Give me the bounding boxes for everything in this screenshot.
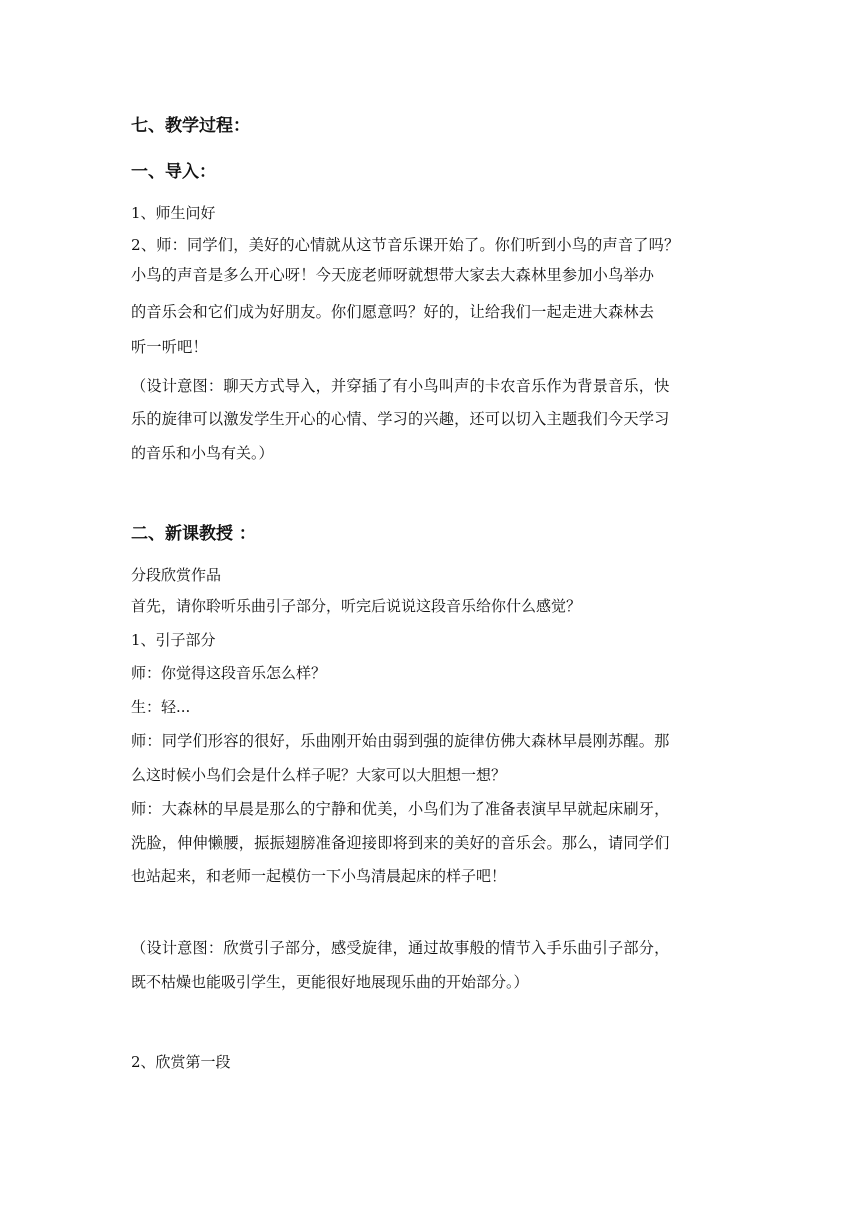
paragraph-line: 首先，请你聆听乐曲引子部分，听完后说说这段音乐给你什么感觉？ (131, 597, 582, 615)
paragraph-line: 2、师：同学们，美好的心情就从这节音乐课开始了。你们听到小鸟的声音了吗？ (131, 236, 680, 254)
paragraph-line: 小鸟的声音是多么开心呀！今天庞老师呀就想带大家去大森林里参加小鸟举办 (131, 266, 655, 284)
paragraph-line: 生：轻... (131, 698, 191, 716)
paragraph-line: 1、引子部分 (131, 631, 216, 649)
paragraph-line: 师：同学们形容的很好，乐曲刚开始由弱到强的旋律仿佛大森林早晨刚苏醒。那 (131, 732, 670, 750)
design-intent-line: （设计意图：欣赏引子部分，感受旋律，通过故事般的情节入手乐曲引子部分， (131, 939, 670, 957)
paragraph-line: 1、师生问好 (131, 204, 216, 222)
paragraph-line: 也站起来，和老师一起模仿一下小鸟清晨起床的样子吧！ (131, 867, 507, 885)
paragraph-line: 洗脸，伸伸懒腰，振振翅膀准备迎接即将到来的美好的音乐会。那么，请同学们 (131, 834, 670, 852)
design-intent-line: 既不枯燥也能吸引学生，更能很好地展现乐曲的开始部分。） (131, 973, 529, 991)
paragraph-line: 师：大森林的早晨是那么的宁静和优美，小鸟们为了准备表演早早就起床刷牙， (131, 800, 670, 818)
section-heading-new-lesson: 二、新课教授 ： (131, 524, 256, 544)
paragraph-line: 师：你觉得这段音乐怎么样？ (131, 664, 327, 682)
paragraph-line: 么这时候小鸟们会是什么样子呢？大家可以大胆想一想？ (131, 766, 507, 784)
design-intent-line: 乐的旋律可以激发学生开心的心情、学习的兴趣，还可以切入主题我们今天学习 (131, 410, 670, 428)
paragraph-line: 的音乐会和它们成为好朋友。你们愿意吗？好的，让给我们一起走进大森林去 (131, 303, 655, 321)
section-heading-teaching-process: 七、教学过程： (131, 116, 250, 136)
design-intent-line: （设计意图：聊天方式导入，并穿插了有小鸟叫声的卡农音乐作为背景音乐，快 (131, 377, 670, 395)
paragraph-line: 2、欣赏第一段 (131, 1053, 231, 1071)
design-intent-line: 的音乐和小鸟有关。） (131, 444, 274, 462)
section-heading-introduction: 一、导入： (131, 162, 216, 182)
paragraph-line: 听一听吧！ (131, 338, 208, 356)
paragraph-line: 分段欣赏作品 (131, 566, 222, 584)
